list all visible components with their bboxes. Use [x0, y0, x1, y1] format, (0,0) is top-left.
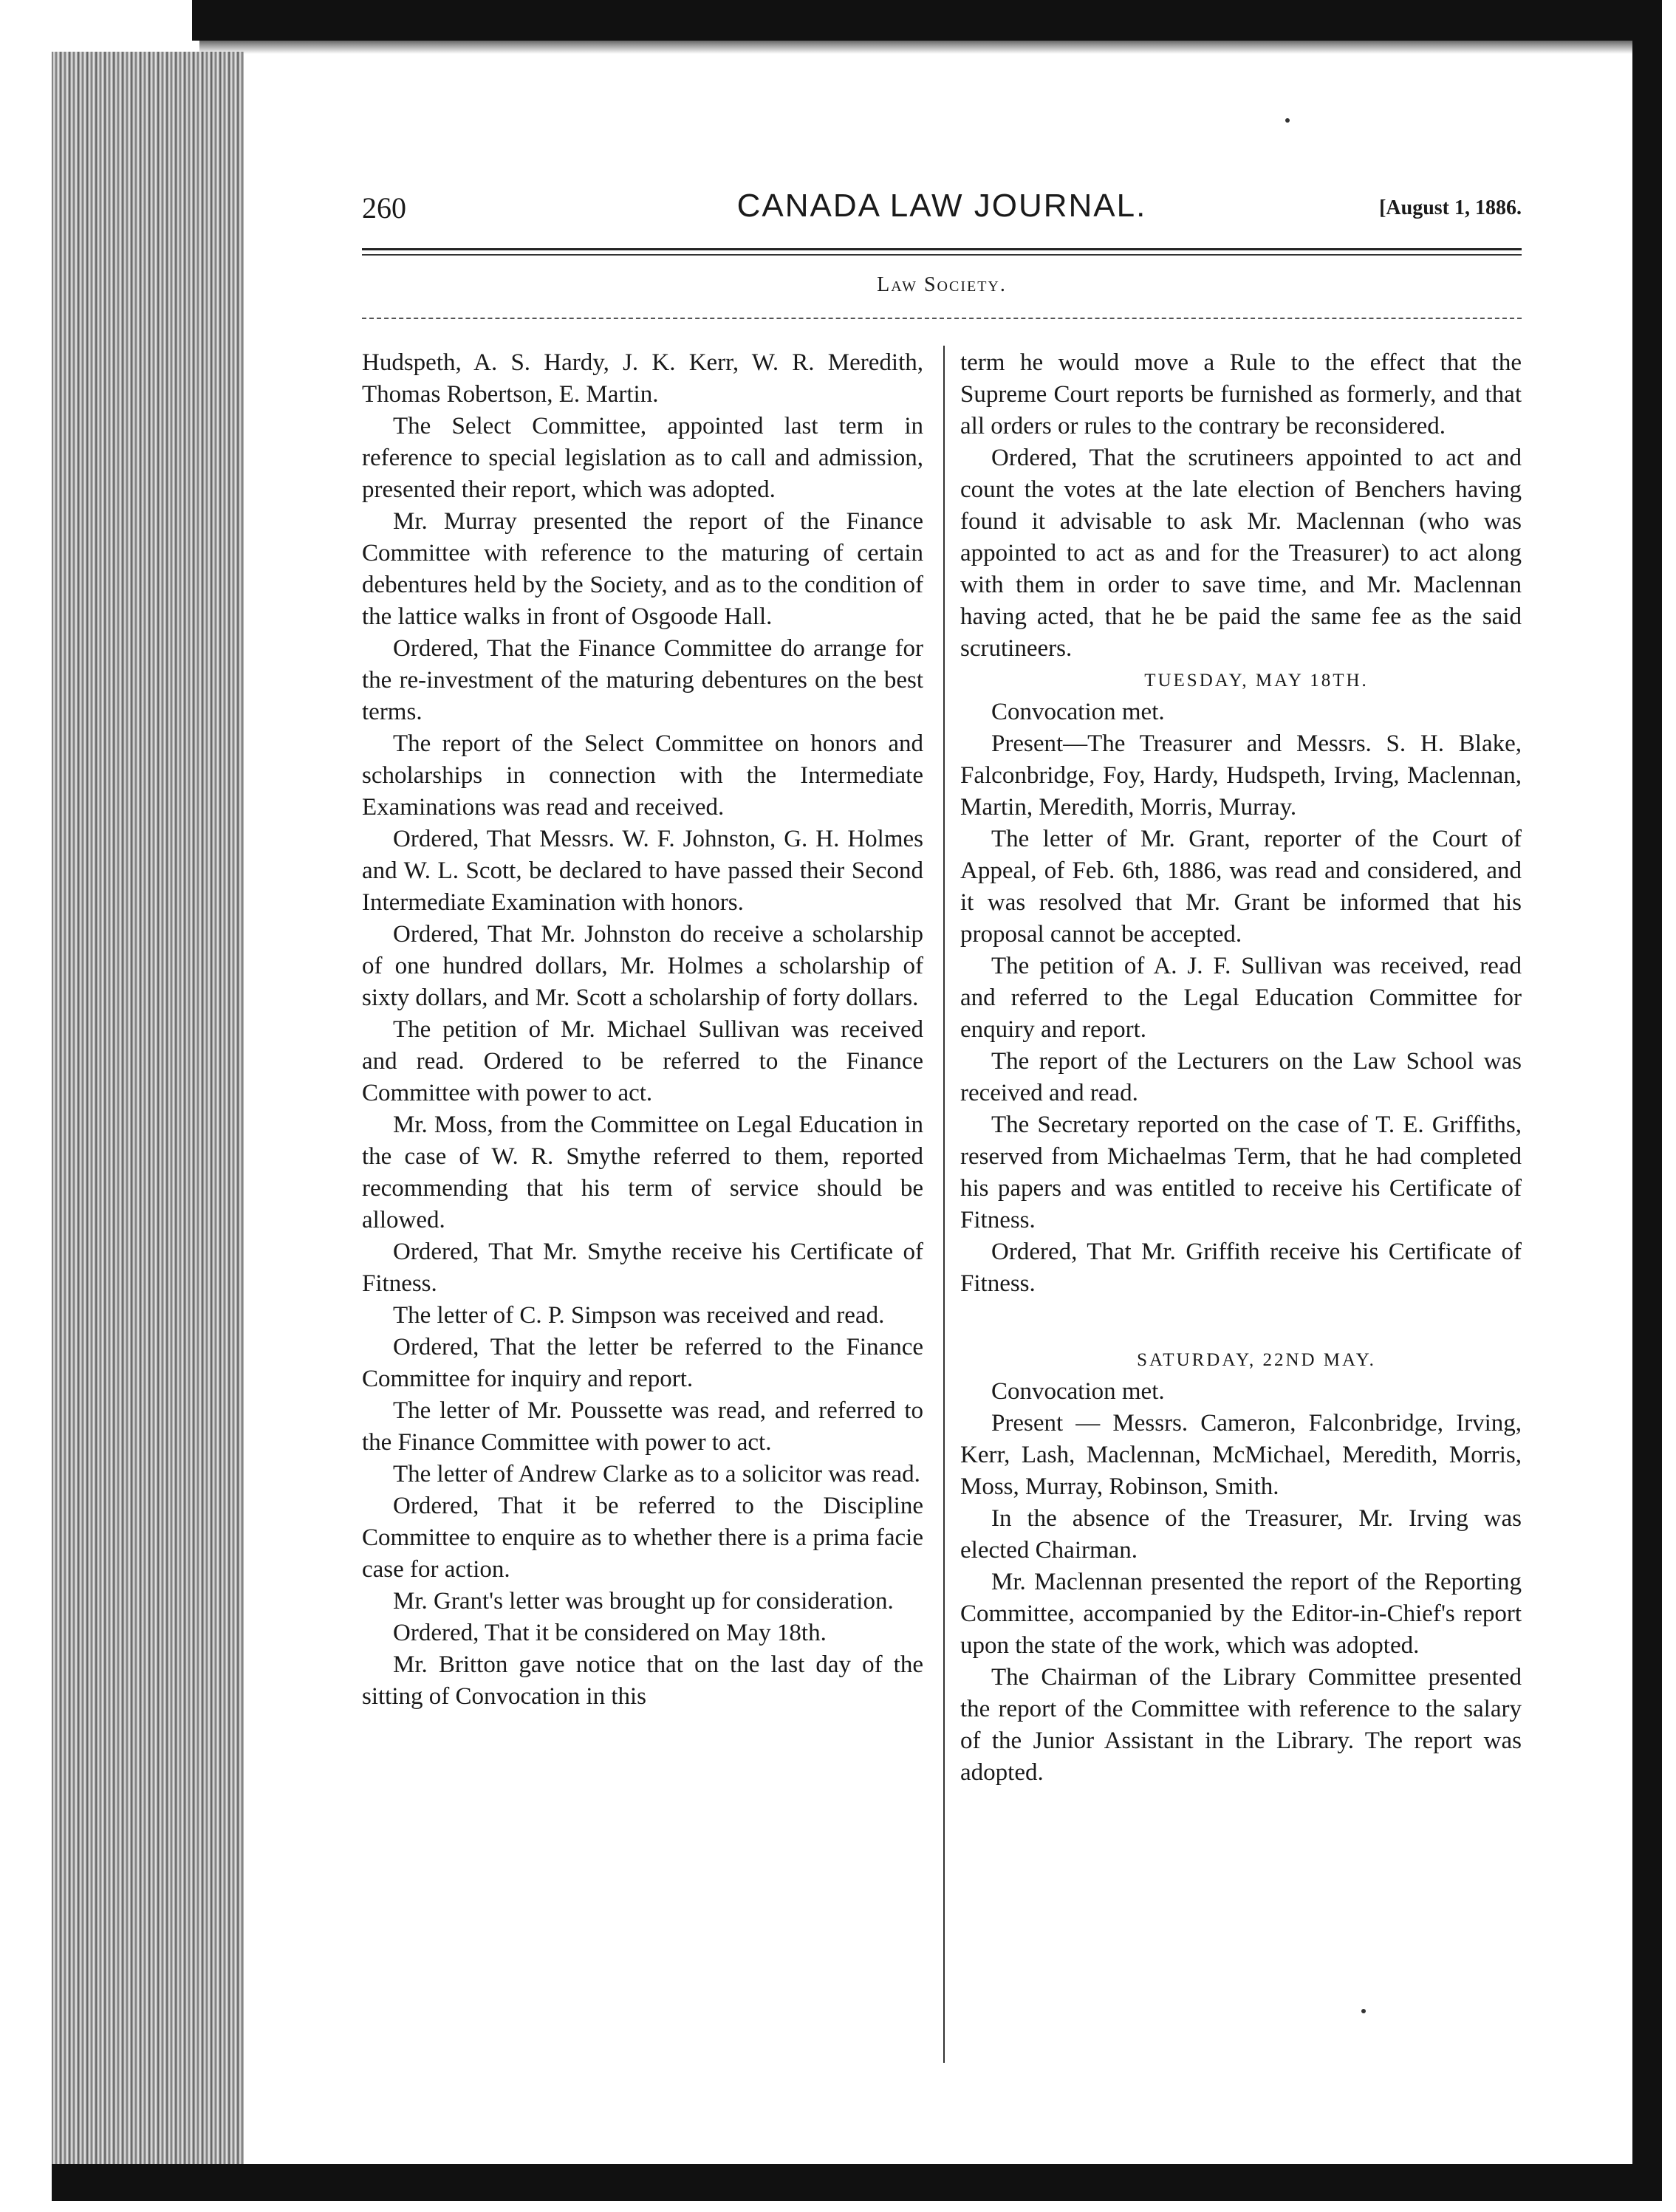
paragraph: Ordered, That Mr. Johnston do receive a scholarship of one hundred dollars, Mr. Holmes a scholarship of sixty dollars, and Mr. Scott a scholarship of forty dollars. — [362, 921, 923, 1011]
section-title: Law Society. — [877, 273, 1007, 296]
header-rule — [362, 248, 1522, 250]
paragraph: Ordered, That Mr. Smythe receive his Certificate of Fitness. — [362, 1239, 923, 1297]
right-column — [960, 347, 1522, 1789]
paragraph: Ordered, That the Finance Committee do arrange for the re-investment of the maturing debentures on the best terms. — [362, 635, 923, 725]
paragraph: Mr. Britton gave notice that on the last day of the sitting of Convocation in this — [362, 1651, 923, 1710]
paragraph: term he would move a Rule to the effect that the Supreme Court reports be furnished as formerly, and that all orders or rules to the contrary be reconsidered. — [960, 349, 1522, 439]
paragraph: The letter of Andrew Clarke as to a solicitor was read. — [393, 1461, 920, 1487]
paragraph: Ordered, That the scrutineers appointed to act and count the votes at the late election of Benchers having found it advisable to ask Mr. Maclennan (who was appointed to act as and for the Treasurer) to act along with them in order to save time, and Mr. Maclennan having acted, that he be paid the same fee as the said scrutineers. — [960, 445, 1522, 662]
column-divider — [943, 346, 945, 2063]
page-header — [362, 188, 1522, 235]
paragraph: Present—The Treasurer and Messrs. S. H. Blake, Falconbridge, Foy, Hardy, Hudspeth, Irving, Maclennan, Martin, Meredith, Morris, Murray. — [960, 730, 1522, 821]
paragraph: The letter of C. P. Simpson was received and read. — [393, 1302, 885, 1329]
paragraph: The Select Committee, appointed last term in reference to special legislation as to call and admission, presented their report, which was adopted. — [362, 413, 923, 503]
paragraph: The petition of A. J. F. Sullivan was received, read and referred to the Legal Education Committee for enquiry and report. — [960, 953, 1522, 1043]
scan-top-shadow — [199, 41, 1632, 54]
scan-bottom-border — [52, 2164, 1662, 2201]
paragraph: Ordered, That Mr. Griffith receive his Certificate of Fitness. — [960, 1239, 1522, 1297]
paragraph: Hudspeth, A. S. Hardy, J. K. Kerr, W. R. Meredith, Thomas Robertson, E. Martin. — [362, 349, 923, 408]
paragraph: Ordered, That the letter be referred to the Finance Committee for inquiry and report. — [362, 1334, 923, 1392]
issue-date: [August 1, 1886. — [1379, 196, 1522, 219]
paragraph: The Secretary reported on the case of T. E. Griffiths, reserved from Michaelmas Term, that he had completed his papers and was entitled to receive his Certificate of Fitness. — [960, 1112, 1522, 1233]
paragraph: The report of the Select Committee on honors and scholarships in connection with the Intermediate Examinations was read and received. — [362, 730, 923, 821]
paragraph: In the absence of the Treasurer, Mr. Irving was elected Chairman. — [960, 1505, 1522, 1564]
paragraph: The Chairman of the Library Committee presented the report of the Committee with reference to the salary of the Junior Assistant in the Library. The report was adopted. — [960, 1664, 1522, 1786]
paragraph: Convocation met. — [991, 699, 1165, 725]
scan-right-border — [1632, 30, 1662, 2194]
header-rule-double — [362, 254, 1522, 256]
day-heading-tuesday: TUESDAY, MAY 18TH. — [1144, 671, 1369, 691]
scan-speck — [1285, 118, 1290, 123]
paragraph: The report of the Lecturers on the Law School was received and read. — [960, 1048, 1522, 1106]
journal-title: CANADA LAW JOURNAL. — [736, 188, 1147, 224]
book-page-edges — [52, 52, 244, 2164]
paragraph: Ordered, That Messrs. W. F. Johnston, G. H. Holmes and W. L. Scott, be declared to have passed their Second Intermediate Examination with honors. — [362, 826, 923, 916]
paragraph: Present — Messrs. Cameron, Falconbridge, Irving, Kerr, Lash, Maclennan, McMichael, Meredith, Morris, Moss, Murray, Robinson, Smith. — [960, 1410, 1522, 1500]
scan-speck — [1361, 2009, 1366, 2013]
paragraph: Ordered, That it be referred to the Discipline Committee to enquire as to whether there is a prima facie case for action. — [362, 1493, 923, 1583]
paragraph: Mr. Grant's letter was brought up for consideration. — [393, 1588, 894, 1615]
paragraph: Mr. Moss, from the Committee on Legal Education in the case of W. R. Smythe referred to them, reported recommending that his term of service should be allowed. — [362, 1112, 923, 1233]
paragraph: Ordered, That it be considered on May 18th. — [393, 1620, 827, 1646]
page-number: 260 — [362, 191, 406, 225]
paragraph: Mr. Maclennan presented the report of the Reporting Committee, accompanied by the Editor-in-Chief's report upon the state of the work, which was adopted. — [960, 1569, 1522, 1659]
paragraph: Convocation met. — [991, 1378, 1165, 1405]
paragraph: The petition of Mr. Michael Sullivan was received and read. Ordered to be referred to the Finance Committee with power to act. — [362, 1016, 923, 1106]
paragraph: The letter of Mr. Grant, reporter of the Court of Appeal, of Feb. 6th, 1886, was read and considered, and it was resolved that Mr. Grant be informed that his proposal cannot be accepted. — [960, 826, 1522, 948]
paragraph: The letter of Mr. Poussette was read, and referred to the Finance Committee with power to act. — [362, 1397, 923, 1456]
left-column — [362, 347, 923, 1713]
day-heading-saturday: SATURDAY, 22ND MAY. — [1137, 1350, 1376, 1370]
paragraph: Mr. Murray presented the report of the Finance Committee with reference to the maturing of certain debentures held by the Society, and as to the condition of the lattice walks in front of Osgoode Hall. — [362, 508, 923, 630]
scan-top-border — [192, 0, 1662, 41]
section-rule — [362, 318, 1522, 319]
